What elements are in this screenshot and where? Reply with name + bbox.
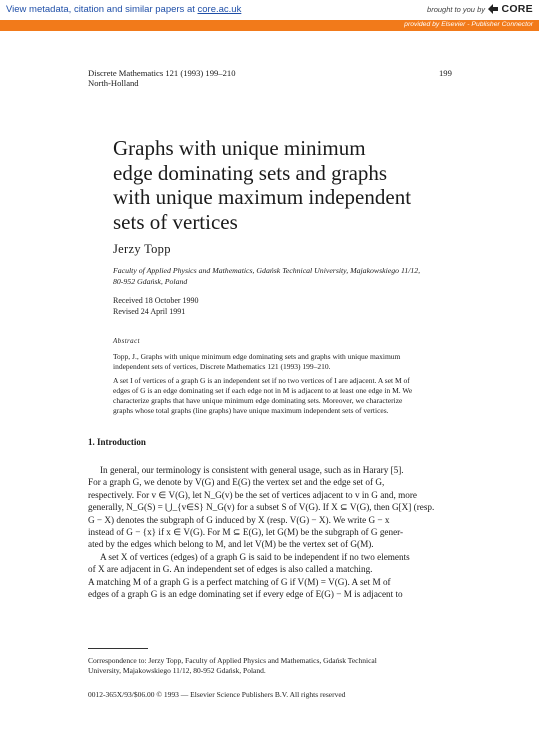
title-line: sets of vertices	[113, 209, 238, 234]
footnote-line: University, Majakowskiego 11/12, 80-952 Gdańsk, Poland.	[88, 666, 266, 675]
abstract-body	[113, 376, 412, 416]
body-line: ated by the edges which belong to M, and let V(M) be the vertex set of G(M).	[88, 539, 374, 550]
received-date: Received 18 October 1990	[113, 296, 199, 305]
affiliation-line: Faculty of Applied Physics and Mathematics, Gdańsk Technical University, Majakowskiego 11/12,	[113, 266, 421, 275]
abstract-citation	[113, 352, 400, 372]
body-line: of X are adjacent in G. An independent set of edges is also called a matching.	[88, 564, 373, 575]
metadata-link-prefix[interactable]: View metadata, citation and similar papers at	[6, 4, 198, 15]
abstract-line: edges of G is an edge dominating set if each edge not in M is adjacent to at least one edge in M. We	[113, 386, 413, 395]
metadata-link[interactable]	[6, 4, 241, 15]
page-number: 199	[439, 68, 452, 78]
body-line: For a graph G, we denote by V(G) and E(G) the vertex set and the edge set of G,	[88, 477, 385, 488]
provider-bar	[0, 20, 539, 31]
body-line: G − X) denotes the subgraph of G induced by X (resp. V(G) − X). We write G − x	[88, 514, 390, 525]
affiliation-line: 80-952 Gdańsk, Poland	[113, 277, 188, 286]
body-line: respectively. For v ∈ V(G), let N_G(v) be the set of vertices adjacent to v in G and, more	[88, 489, 417, 500]
abstract-citation-line: Topp, J., Graphs with unique minimum edge dominating sets and graphs with unique maximum	[113, 352, 401, 361]
abstract-line: characterize graphs that have unique minimum edge dominating sets. Moreover, we characterize	[113, 396, 403, 405]
body-line: In general, our terminology is consistent with general usage, such as in Harary [5].	[100, 465, 404, 475]
abstract-line: graphs whose total graphs (line graphs) have unique maximum independent sets of vertices.	[113, 406, 389, 415]
author-name: Jerzy Topp	[113, 242, 171, 256]
journal-publisher: North-Holland	[88, 78, 139, 88]
core-logo-text: CORE	[501, 3, 533, 15]
journal-header	[88, 68, 236, 88]
abstract-heading: Abstract	[113, 337, 140, 345]
core-logo[interactable]	[487, 2, 533, 16]
body-line: instead of G − {x} if x ∈ V(G). For M ⊆ E(G), let G(M) be the subgraph of G gener-	[88, 527, 404, 538]
provider-label[interactable]: provided by Elsevier - Publisher Connector	[404, 21, 533, 28]
correspondence-footnote	[88, 656, 377, 676]
core-logo-icon	[487, 3, 499, 15]
body-line: A matching M of a graph G is a perfect matching of G if V(M) = V(G). A set M of	[88, 576, 391, 587]
core-domain-link[interactable]: core.ac.uk	[197, 4, 242, 15]
body-line: generally, N_G(S) = ⋃_{v∈S} N_G(v) for a subset S of V(G). If X ⊆ V(G), then G[X] (resp.	[88, 502, 435, 513]
body-line: A set X of vertices (edges) of a graph G is said to be independent if no two elements	[100, 551, 410, 562]
footnote-line: Correspondence to: Jerzy Topp, Faculty of Applied Physics and Mathematics, Gdańsk Technical	[88, 656, 377, 665]
author-affiliation	[113, 265, 453, 287]
paper-title	[113, 136, 493, 234]
copyright-line: 0012-365X/93/$06.00 © 1993 — Elsevier Science Publishers B.V. All rights reserved	[88, 690, 346, 699]
body-line: edges of a graph G is an edge dominating set if every edge of E(G) − M is adjacent to	[88, 589, 403, 600]
journal-citation: Discrete Mathematics 121 (1993) 199–210	[88, 68, 236, 78]
section-heading: 1. Introduction	[88, 437, 146, 447]
core-banner	[0, 0, 539, 20]
section-body	[88, 464, 446, 600]
brought-by-label: brought to you by	[427, 5, 485, 14]
title-line: with unique maximum independent	[113, 185, 412, 209]
title-line: Graphs with unique minimum	[113, 136, 366, 160]
abstract-line: A set I of vertices of a graph G is an independent set if no two vertices of I are adjacent. A set M of	[113, 376, 410, 385]
footnote-rule	[88, 648, 148, 649]
abstract-citation-line: independent sets of vertices, Discrete Mathematics 121 (1993) 199–210.	[113, 362, 331, 371]
revised-date: Revised 24 April 1991	[113, 306, 186, 316]
received-dates	[113, 296, 199, 317]
title-line: edge dominating sets and graphs	[113, 160, 388, 185]
